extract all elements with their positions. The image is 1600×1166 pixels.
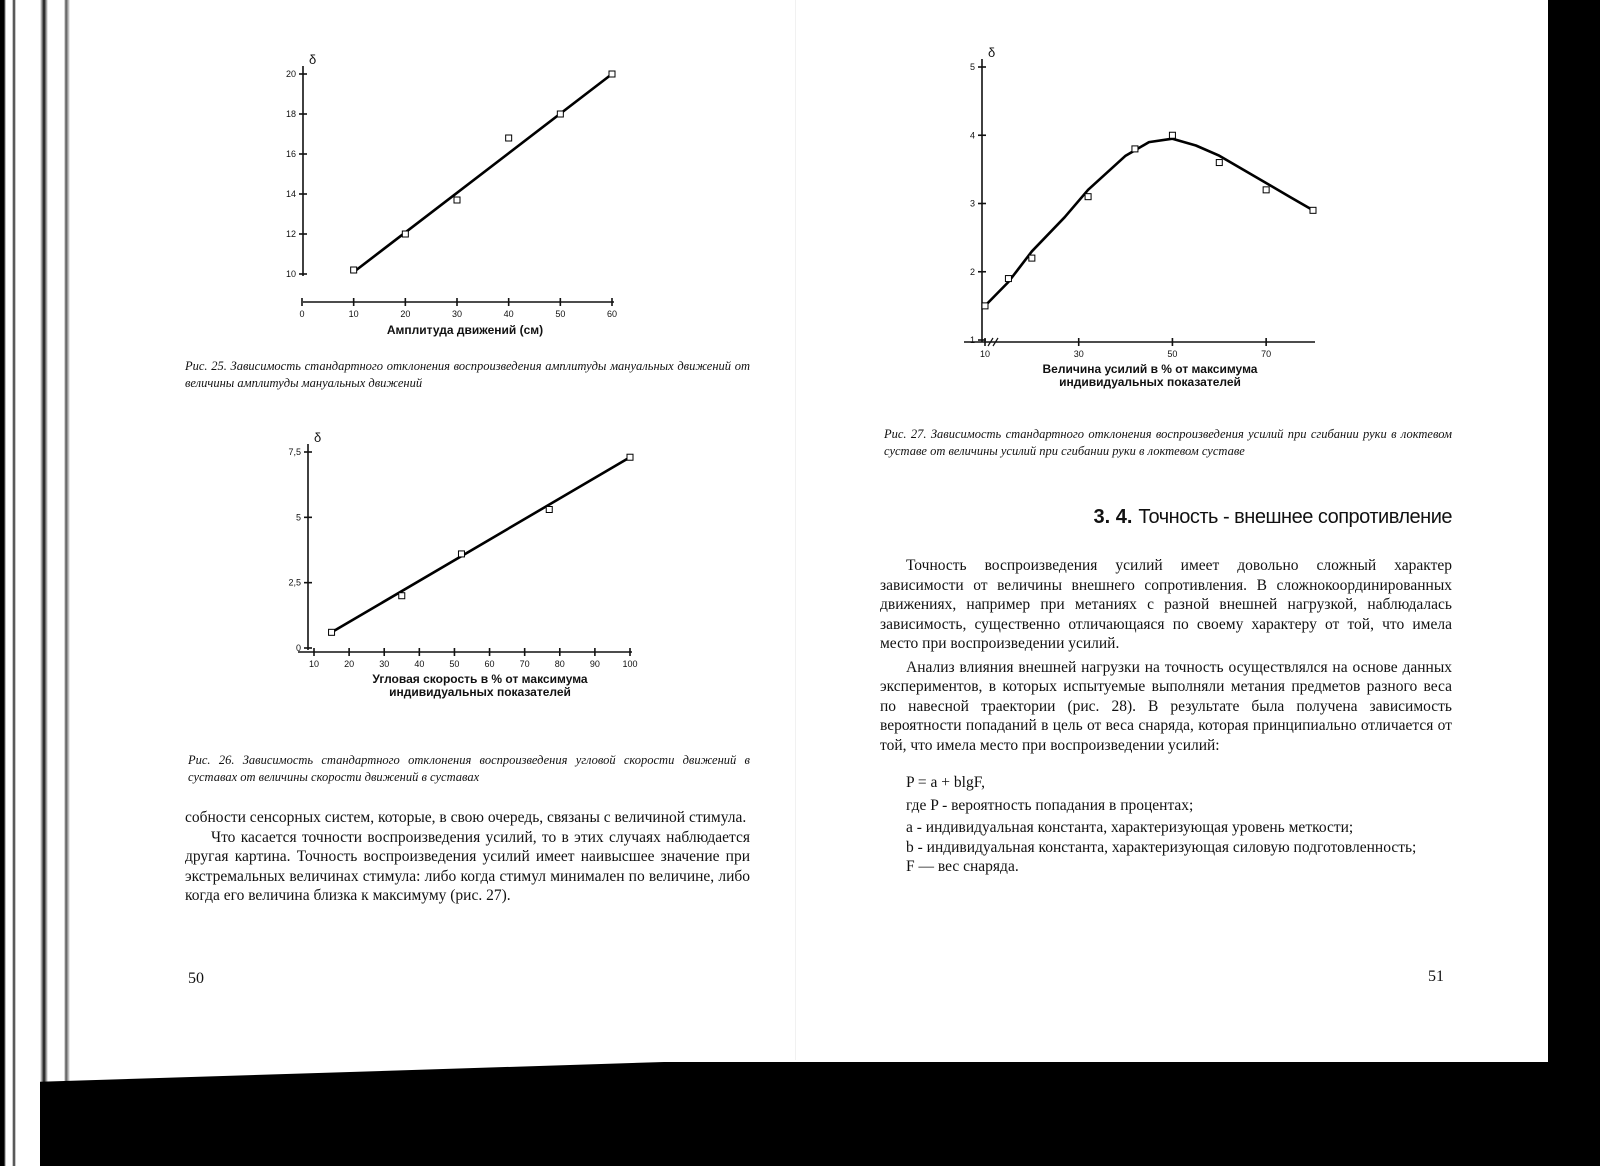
formula: P = a + blgF, — [906, 774, 985, 791]
x-tick-label: 70 — [1261, 349, 1272, 359]
data-point — [506, 135, 512, 141]
y-axis-label: δ — [314, 430, 322, 445]
y-tick-label: 5 — [295, 512, 301, 523]
data-point — [1005, 276, 1011, 282]
x-tick-label: 50 — [449, 659, 460, 669]
left-paragraph-2: Что касается точности воспроизведения усилий, то в этих случаях наблюдается другая картина. Точность воспроизведения усилий имеет наивысшее значение при экстремальных величинах стимула: либо когда стимул минимален по величине, либо когда его величина близка к максимуму (рис. 27). — [185, 828, 750, 904]
x-tick-label: 100 — [622, 659, 638, 669]
page-number-left: 50 — [188, 970, 204, 987]
y-tick-label: 12 — [285, 229, 296, 239]
definition-b: b - индивидуальная константа, характеризующая силовую подготовленность; — [906, 838, 1417, 856]
x-tick-label: 30 — [379, 659, 390, 669]
x-tick-label: 50 — [555, 309, 566, 319]
y-tick-label: 20 — [285, 69, 296, 79]
x-tick-label: 20 — [400, 309, 411, 319]
figure-26-chart — [270, 430, 660, 720]
y-tick-label: 1 — [969, 335, 975, 345]
figure-26-caption: Рис. 26. Зависимость стандартного отклонения воспроизведения угловой скорости движений в суставах от величины скорости движений в суставах — [188, 753, 750, 784]
data-point — [546, 506, 552, 512]
x-tick-label: 30 — [451, 309, 463, 319]
x-tick-label: 10 — [308, 659, 320, 669]
y-tick-label: 7,5 — [288, 447, 301, 457]
x-tick-label: 70 — [519, 659, 530, 669]
x-axis-label: Амплитуда движений (см) — [386, 323, 544, 337]
scan-bottom-shadow — [40, 1062, 1600, 1166]
data-point — [399, 593, 405, 599]
data-point — [458, 551, 464, 557]
data-point — [609, 71, 615, 77]
scan-right-edge — [1548, 0, 1600, 1166]
x-tick-label: 0 — [299, 309, 305, 319]
x-tick-label: 80 — [554, 659, 565, 669]
figure-27-caption: Рис. 27. Зависимость стандартного отклонения воспроизведения усилий при сгибании руки в локтевом суставе от величины усилий при сгибании руки в локтевом суставе — [884, 427, 1452, 458]
y-axis-label: δ — [988, 45, 996, 60]
data-point — [402, 231, 408, 237]
x-tick-label: 40 — [503, 309, 514, 319]
data-point — [1085, 194, 1091, 200]
x-tick-label: 20 — [344, 659, 355, 669]
x-tick-label: 40 — [414, 659, 425, 669]
y-tick-label: 10 — [285, 269, 296, 279]
trend-curve — [985, 139, 1313, 306]
x-tick-label: 90 — [589, 659, 600, 669]
data-point — [329, 629, 335, 635]
x-tick-label: 60 — [606, 309, 618, 319]
right-paragraph-1: Точность воспроизведения усилий имеет довольно сложный характер зависимости от величины внешнего сопротивления. В сложнокоординированных движениях, например при метаниях с разной внешней нагрузкой, наблюдалась зависимость, существенно отличающаяся по своему характеру от той, что имела место при воспроизведении усилий. — [880, 557, 1452, 652]
data-point — [454, 197, 460, 203]
x-tick-label: 10 — [348, 309, 359, 319]
data-point — [982, 303, 988, 309]
fit-line — [354, 74, 612, 272]
data-point — [351, 267, 357, 273]
data-point — [1169, 132, 1175, 138]
x-axis-label: Угловая скорость в % от максимума — [372, 672, 588, 686]
y-tick-label: 0 — [295, 643, 301, 653]
right-paragraph-2: Анализ влияния внешней нагрузки на точность осуществлялся на основе данных экспериментов, в которых испытуемые выполняли метания предметов разного веса по навесной траектории (рис. 28). В результате была получена зависимость вероятности попаданий в цель от веса снаряда, которая принципиально отличается от той, что имела место при воспроизведении усилий: — [880, 658, 1452, 754]
right-page-body — [880, 556, 1452, 877]
x-tick-label: 60 — [484, 659, 495, 669]
y-tick-label: 2 — [969, 266, 975, 277]
y-axis-label: δ — [309, 52, 317, 67]
y-tick-label: 5 — [969, 62, 975, 72]
x-axis-label: индивидуальных показателей — [389, 685, 571, 699]
y-tick-label: 14 — [285, 189, 296, 199]
left-paragraph-1: собности сенсорных систем, которые, в свою очередь, связаны с величиной стимула. — [185, 809, 747, 826]
data-point — [627, 454, 633, 460]
y-tick-label: 18 — [285, 109, 296, 119]
y-tick-label: 3 — [969, 198, 975, 209]
data-point — [1132, 146, 1138, 152]
x-tick-label: 50 — [1167, 349, 1178, 359]
data-point — [557, 111, 563, 117]
figure-27-chart — [960, 45, 1360, 402]
y-tick-label: 16 — [285, 149, 296, 159]
y-tick-label: 4 — [969, 130, 975, 141]
y-tick-label: 2,5 — [288, 577, 301, 588]
definition-a: a - индивидуальная константа, характеризующая уровень меткости; — [906, 819, 1354, 836]
x-tick-label: 30 — [1073, 349, 1084, 359]
page-gutter — [795, 0, 796, 1060]
data-point — [1263, 187, 1269, 193]
definition-p: где P - вероятность попадания в процентах; — [906, 796, 1194, 814]
data-point — [1029, 255, 1035, 261]
page-number-right: 51 — [1428, 968, 1444, 985]
figure-25-chart — [270, 52, 640, 346]
section-heading — [1080, 506, 1452, 529]
x-axis-label: индивидуальных показателей — [1059, 375, 1241, 389]
fit-line — [332, 457, 630, 632]
scan-binding-edge — [0, 0, 70, 1166]
data-point — [1310, 207, 1316, 213]
x-tick-label: 10 — [979, 349, 991, 359]
left-page-body — [185, 808, 750, 906]
x-axis-label: Величина усилий в % от максимума — [1042, 362, 1258, 376]
figure-25-caption: Рис. 25. Зависимость стандартного отклонения воспроизведения амплитуды мануальных движений от величины амплитуды мануальных движений — [185, 359, 750, 390]
section-number: 3. 4. — [1093, 506, 1133, 528]
definition-f: F — вес снаряда. — [906, 858, 1019, 875]
section-title: Точность - внешнее сопротивление — [1138, 506, 1452, 528]
data-point — [1216, 160, 1222, 166]
